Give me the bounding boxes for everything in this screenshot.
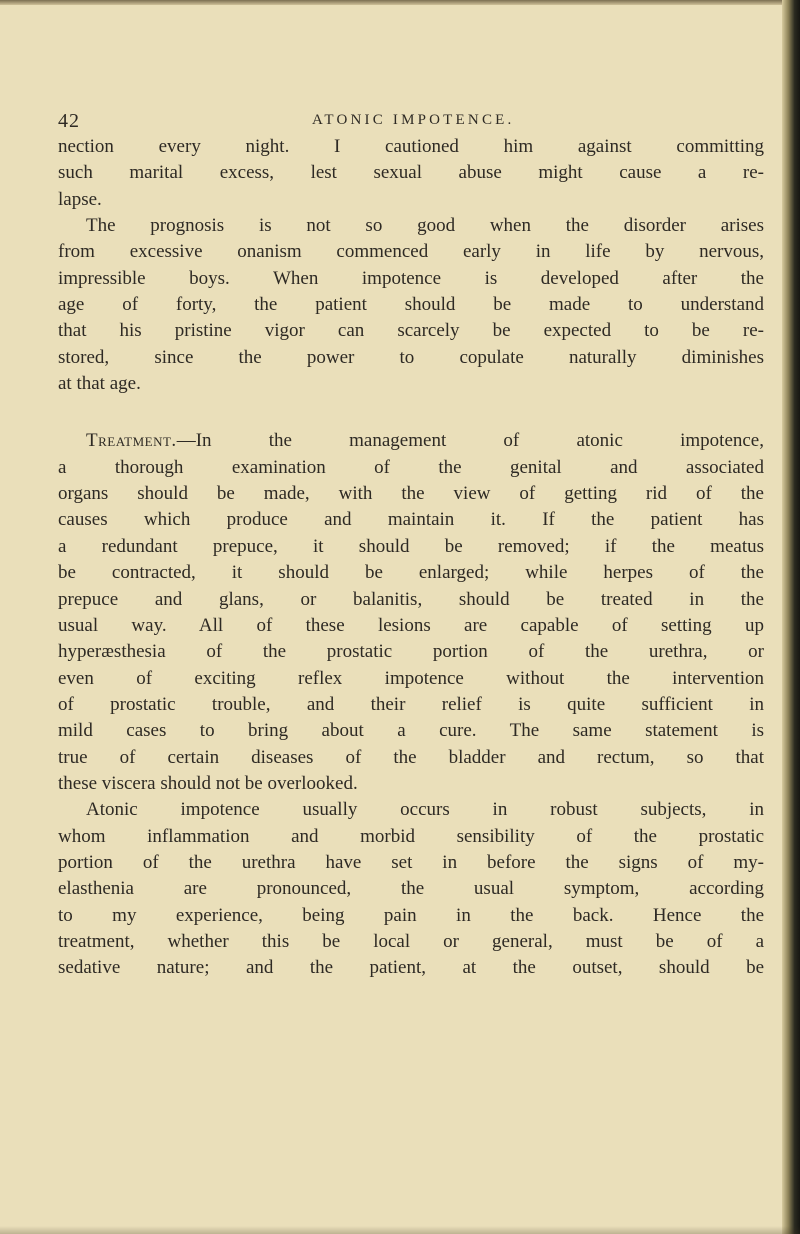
text-line: causes which produce and maintain it. If the patient has <box>58 509 764 531</box>
section-heading: Treatment. <box>86 430 177 452</box>
text-line: lapse. <box>58 188 102 210</box>
text-line: stored, since the power to copulate naturally diminishes <box>58 346 764 368</box>
text-line: nection every night. I cautioned him against committing <box>58 136 764 157</box>
book-spine-edge <box>782 0 800 1234</box>
text-line: mild cases to bring about a cure. The same statement is <box>58 720 764 742</box>
text-line: a redundant prepuce, it should be removed; if the meatus <box>58 535 764 557</box>
page-number: 42 <box>58 110 80 132</box>
text-line: sedative nature; and the patient, at the outset, should be <box>58 957 764 979</box>
text-line: whom inflammation and morbid sensibility of the prostatic <box>58 825 764 847</box>
text-line: prepuce and glans, or balanitis, should be treated in the <box>58 588 764 610</box>
text-line: elasthenia are pronounced, the usual symptom, according <box>58 878 764 900</box>
text-line: usual way. All of these lesions are capable of setting up <box>58 614 764 636</box>
text-line: a thorough examination of the genital and associated <box>58 456 764 478</box>
running-head: ATONIC IMPOTENCE. <box>312 112 515 128</box>
paragraph <box>58 213 764 397</box>
page-bottom-shadow <box>0 1226 800 1234</box>
paragraph-treatment <box>58 428 764 797</box>
text-line: organs should be made, with the view of getting rid of the <box>58 483 764 505</box>
text-line: treatment, whether this be local or general, must be of a <box>58 930 764 952</box>
text-line: true of certain diseases of the bladder and rectum, so that <box>58 746 764 768</box>
text-line: hyperæsthesia of the prostatic portion of the urethra, or <box>58 641 764 663</box>
paragraph-gap <box>58 397 764 428</box>
text-line: from excessive onanism commenced early in life by nervous, <box>58 241 764 263</box>
text-line: portion of the urethra have set in before the signs of my- <box>58 851 764 873</box>
text-line <box>58 428 764 454</box>
text-line: The prognosis is not so good when the disorder arises <box>86 215 764 237</box>
text-line: age of forty, the patient should be made to understand <box>58 294 764 316</box>
text-line: even of exciting reflex impotence without the intervention <box>58 667 764 689</box>
body-text <box>58 134 764 982</box>
text-line: such marital excess, lest sexual abuse might cause a re- <box>58 162 764 184</box>
text-line: these viscera should not be overlooked. <box>58 772 358 794</box>
text-line: that his pristine vigor can scarcely be expected to be re- <box>58 320 764 342</box>
text-line: at that age. <box>58 373 141 395</box>
text-line: to my experience, being pain in the back. Hence the <box>58 904 764 926</box>
paragraph <box>58 797 764 981</box>
text-line: Atonic impotence usually occurs in robust subjects, in <box>86 799 764 821</box>
text-line-content: —In the management of atonic impotence, <box>176 430 764 452</box>
text-line: impressible boys. When impotence is developed after the <box>58 267 764 289</box>
paragraph <box>58 134 764 213</box>
page-top-edge <box>0 0 800 5</box>
text-line: be contracted, it should be enlarged; while herpes of the <box>58 562 764 584</box>
text-line: of prostatic trouble, and their relief is quite sufficient in <box>58 693 764 715</box>
